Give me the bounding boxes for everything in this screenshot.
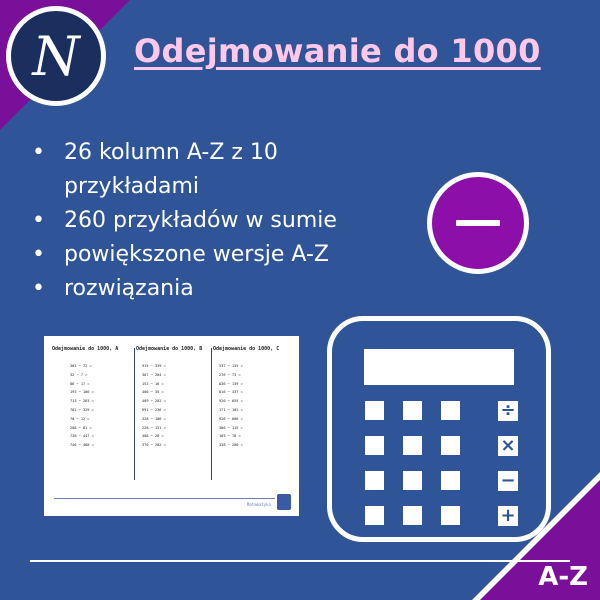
worksheet-row: 406 − 35 = — [142, 390, 164, 395]
feature-item: • powiększone wersje A-Z — [30, 238, 410, 272]
worksheet-row: 537 − 135 = — [219, 364, 243, 368]
calculator-screen — [364, 349, 514, 385]
worksheet-column-heading: Odejmowanie do 1000, C — [213, 346, 280, 352]
worksheet-row: 208 − 81 = — [70, 425, 92, 430]
calculator-key — [441, 471, 460, 490]
worksheet-row: 386 − 115 = — [219, 425, 243, 430]
feature-item: • 26 kolumn A-Z z 10 przykładami — [30, 136, 410, 204]
worksheet-row: 370 − 202 = — [142, 443, 166, 448]
worksheet-row: 836 − 139 = — [219, 381, 243, 386]
calculator-key — [365, 506, 384, 525]
minus-badge — [427, 172, 529, 274]
minus-key-icon: − — [498, 471, 518, 491]
worksheet-column-c — [213, 346, 293, 450]
worksheet-divider — [134, 348, 135, 480]
worksheet-row: 165 − 78 = — [219, 434, 241, 439]
worksheet-preview — [44, 336, 299, 516]
calculator-key — [441, 401, 460, 420]
worksheet-column-heading: Odejmowanie do 1000, B — [136, 346, 203, 352]
calculator-icon — [277, 494, 291, 510]
logo-badge — [6, 6, 106, 106]
worksheet-divider — [211, 348, 212, 480]
worksheet-footer-line — [54, 498, 275, 499]
plus-icon: + — [498, 506, 518, 526]
calculator-key — [441, 506, 460, 525]
worksheet-row: 193 − 106 = — [70, 390, 94, 395]
worksheet-row: 301 − 72 = — [70, 364, 92, 368]
worksheet-footer-label: Matematyka — [246, 502, 271, 507]
feature-list — [30, 136, 410, 306]
calculator-key — [403, 471, 422, 490]
worksheet-row: 32 − 7 = — [70, 372, 88, 377]
page-title: Odejmowanie do 1000 — [134, 32, 541, 70]
worksheet-row: 409 − 202 = — [142, 399, 166, 404]
feature-item: • rozwiązania — [30, 272, 410, 306]
calculator-key — [365, 471, 384, 490]
worksheet-row: 702 − 329 = — [70, 407, 94, 412]
worksheet-row: 738 − 447 = — [70, 434, 94, 439]
worksheet-row: 70 − 12 = — [70, 416, 90, 421]
worksheet-row: 746 − 468 = — [70, 443, 94, 448]
worksheet-row: 328 − 106 = — [142, 416, 166, 421]
worksheet-row: 408 − 20 = — [142, 434, 164, 439]
worksheet-row: 926 − 606 = — [219, 416, 243, 421]
corner-label: A-Z — [538, 562, 588, 592]
worksheet-row: 228 − 151 = — [142, 425, 166, 430]
divide-icon: ÷ — [498, 401, 518, 421]
worksheet-row: 915 − 339 = — [142, 364, 166, 368]
logo-letter: N — [32, 24, 80, 88]
calculator-key — [403, 401, 422, 420]
worksheet-row: 920 − 655 = — [219, 399, 243, 404]
worksheet-row: 713 − 263 = — [70, 399, 94, 404]
worksheet-row: 307 − 204 = — [142, 372, 166, 377]
calculator-key — [441, 436, 460, 455]
calculator-key — [403, 506, 422, 525]
minus-icon — [456, 220, 500, 226]
calculator-key — [365, 401, 384, 420]
calculator-key — [403, 436, 422, 455]
calculator-key — [365, 436, 384, 455]
calculator-illustration — [327, 316, 551, 542]
worksheet-row: 171 − 102 = — [219, 407, 243, 412]
worksheet-row: 816 − 337 = — [219, 390, 243, 395]
worksheet-column-b — [136, 346, 216, 450]
worksheet-column-heading: Odejmowanie do 1000, A — [52, 346, 119, 352]
worksheet-row: 276 − 73 = — [219, 372, 241, 377]
worksheet-row: 152 − 16 = — [142, 381, 164, 386]
bottom-divider — [30, 560, 570, 562]
feature-item: • 260 przykładów w sumie — [30, 204, 410, 238]
worksheet-row: 86 − 17 = — [70, 381, 90, 386]
worksheet-row: 338 − 200 = — [219, 443, 243, 448]
multiply-icon: × — [498, 436, 518, 456]
worksheet-column-a — [52, 346, 132, 450]
worksheet-row: 691 − 236 = — [142, 407, 166, 412]
